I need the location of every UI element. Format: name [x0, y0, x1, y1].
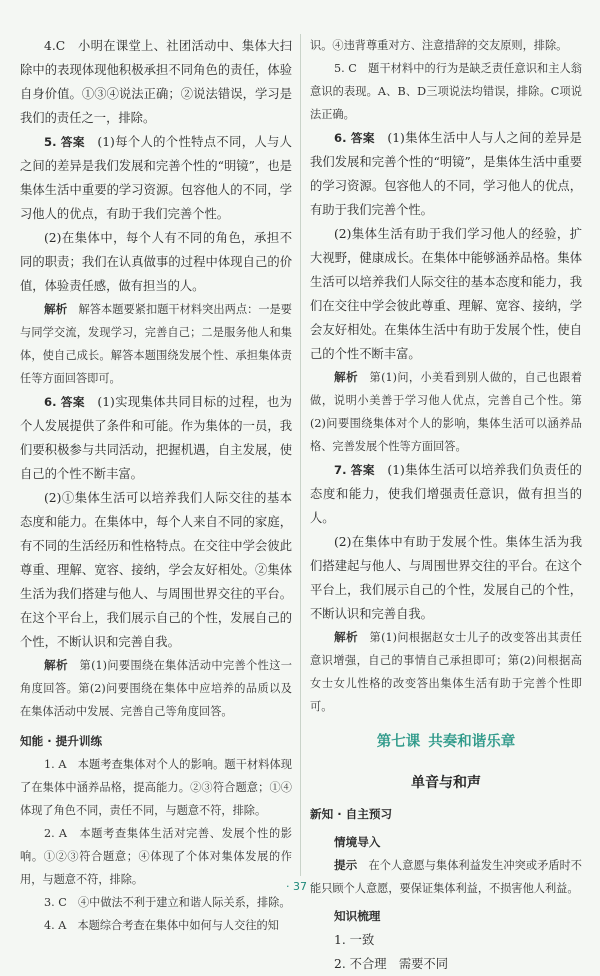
- paragraph-text: 1. A 本题考查集体对个人的影响。题干材料体现了在集体中涵养品格，提高能力。②③符合题意；①④体现了角色不同，责任不同，与题意不符，排除。: [20, 758, 292, 817]
- paragraph-text: 5. C 题干材料中的行为是缺乏责任意识和主人翁意识的表现。A、B、D三项说法均错误，排除。C项说法正确。: [310, 62, 582, 121]
- paragraph: [20, 390, 292, 486]
- answer-label: 解析: [44, 302, 68, 316]
- lesson-number: 第七课: [376, 734, 421, 750]
- paragraph: [20, 226, 292, 298]
- paragraph-text: (1)集体生活可以培养我们负责任的态度和能力，使我们增强责任意识，做有担当的人。: [310, 463, 582, 525]
- paragraph: [20, 654, 292, 723]
- paragraph: [310, 952, 582, 976]
- paragraph: [310, 530, 582, 626]
- paragraph: [20, 298, 292, 390]
- paragraph: [20, 891, 292, 914]
- paragraph-text: 3. C ④中做法不利于建立和谐人际关系，排除。: [44, 896, 291, 909]
- paragraph: [310, 126, 582, 222]
- answer-label: 提示: [334, 858, 358, 872]
- answer-label: 7. 答案: [334, 463, 375, 477]
- paragraph: [310, 222, 582, 366]
- paragraph: [20, 130, 292, 226]
- paragraph: [310, 458, 582, 530]
- paragraph: [310, 57, 582, 126]
- paragraph-text: 2. A 本题考查集体生活对完善、发展个性的影响。①②③符合题意；④体现了个体对集体发展的作用，与题意不符，排除。: [20, 827, 292, 886]
- paragraph-text: (1)实现集体共同目标的过程，也为个人发展提供了条件和可能。作为集体的一员，我们要积极参与共同活动，把握机遇，自主发展，使自己的个性不断丰富。: [20, 395, 292, 481]
- paragraph-text: (2)在集体中有助于发展个性。集体生活为我们搭建起与他人、与周围世界交往的平台。在这个平台上，我们展示自己的个性，发展自己的个性，不断认识和完善自我。: [310, 535, 582, 621]
- answer-label: 6. 答案: [44, 395, 85, 409]
- paragraph-text: 第(1)问，小美看到别人做的，自己也跟着做，说明小美善于学习他人优点，完善自己个性。第(2)问要围绕集体对个人的影响，集体生活可以涵养品格、完善发展个性等方面回答。: [310, 371, 582, 453]
- paragraph: [20, 753, 292, 822]
- subsection-heading: 知识梳理: [334, 909, 381, 923]
- paragraph: [20, 34, 292, 130]
- paragraph-text: (1)集体生活中人与人之间的差异是我们发展和完善个性的“明镜”，是集体生活中重要的学习资源。包容他人的不同，学习他人的优点，有助于我们完善个性。: [310, 131, 582, 217]
- paragraph: [310, 626, 582, 718]
- section-heading: 新知 · 自主预习: [310, 807, 393, 821]
- paragraph-text: 2. 不合理 需要不同: [334, 957, 449, 971]
- paragraph-text: (1)每个人的个性特点不同，人与人之间的差异是我们发展和完善个性的“明镜”，也是集体生活中重要的学习资源。包容他人的不同，学习他人的优点，有助于我们完善个性。: [20, 135, 292, 221]
- answer-label: 5. 答案: [44, 135, 85, 149]
- answer-label: 解析: [334, 370, 358, 384]
- paragraph: [310, 854, 582, 900]
- lesson-heading: [310, 728, 582, 756]
- paragraph: [20, 914, 292, 937]
- page-number: · 37 ·: [286, 880, 314, 893]
- paragraph-text: (2)在集体中，每个人有不同的角色，承担不同的职责；我们在认真做事的过程中体现自己的价值，体验责任感，做有担当的人。: [20, 231, 292, 293]
- paragraph-text: 第(1)问根据赵女士儿子的改变答出其责任意识增强，自己的事情自己承担即可；第(2)问根据高女士女儿性格的改变答出集体生活有助于完善个性即可。: [310, 631, 582, 713]
- subsection-heading: 情境导入: [334, 835, 381, 849]
- paragraph-text: 4.C 小明在课堂上、社团活动中、集体大扫除中的表现体现他积极承担不同角色的责任，体验自身价值。①③④说法正确；②说法错误，学习是我们的责任之一，排除。: [20, 39, 292, 125]
- paragraph-text: 解答本题要紧扣题干材料突出两点：一是要与同学交流，发现学习，完善自己；二是服务他人和集体，使自己成长。解答本题围绕发展个性、承担集体责任等方面回答即可。: [20, 303, 292, 385]
- answer-label: 解析: [44, 658, 68, 672]
- paragraph: [20, 486, 292, 654]
- paragraph-text: (2)集体生活有助于我们学习他人的经验，扩大视野，健康成长。在集体中能够涵养品格。集体生活可以培养我们人际交往的基本态度和能力，我们在交往中学会彼此尊重、理解、宽容、接纳，学会友好相处。在集体生活中有助于发展个性，使自己的个性不断丰富。: [310, 227, 582, 361]
- paragraph-text: (2)①集体生活可以培养我们人际交往的基本态度和能力。在集体中，每个人来自不同的家庭，有不同的生活经历和性格特点。在交往中学会彼此尊重、理解、宽容、接纳，学会友好相处。②集体生活为我们搭建与他人、与周围世界交往的平台。在这个平台上，我们展示自己的个性，发展自己的个性，不断认识和完善自我。: [20, 491, 292, 649]
- paragraph-text: 1. 一致: [334, 933, 375, 947]
- paragraph-text: 在个人意愿与集体利益发生冲突或矛盾时不能只顾个人意愿，要保证集体利益，不损害他人利益。: [310, 859, 582, 895]
- paragraph-text: 识。④违背尊重对方、注意措辞的交友原则，排除。: [310, 39, 568, 52]
- right-column: [310, 34, 582, 976]
- section-heading: 知能 · 提升训练: [20, 734, 103, 748]
- answer-label: 解析: [334, 630, 358, 644]
- lesson-title: 共奏和谐乐章: [428, 734, 516, 750]
- answer-label: 6. 答案: [334, 131, 375, 145]
- paragraph-text: 4. A 本题综合考查在集体中如何与人交往的知: [44, 919, 279, 932]
- paragraph: [310, 928, 582, 952]
- paragraph: [310, 34, 582, 57]
- left-column: [20, 34, 292, 937]
- section-title: 单音与和声: [411, 775, 481, 791]
- column-divider: [300, 34, 301, 876]
- paragraph-text: 第(1)问要围绕在集体活动中完善个性这一角度回答。第(2)问要围绕在集体中应培养的品质以及在集体活动中发展、完善自己等角度回答。: [20, 659, 292, 718]
- paragraph: [310, 366, 582, 458]
